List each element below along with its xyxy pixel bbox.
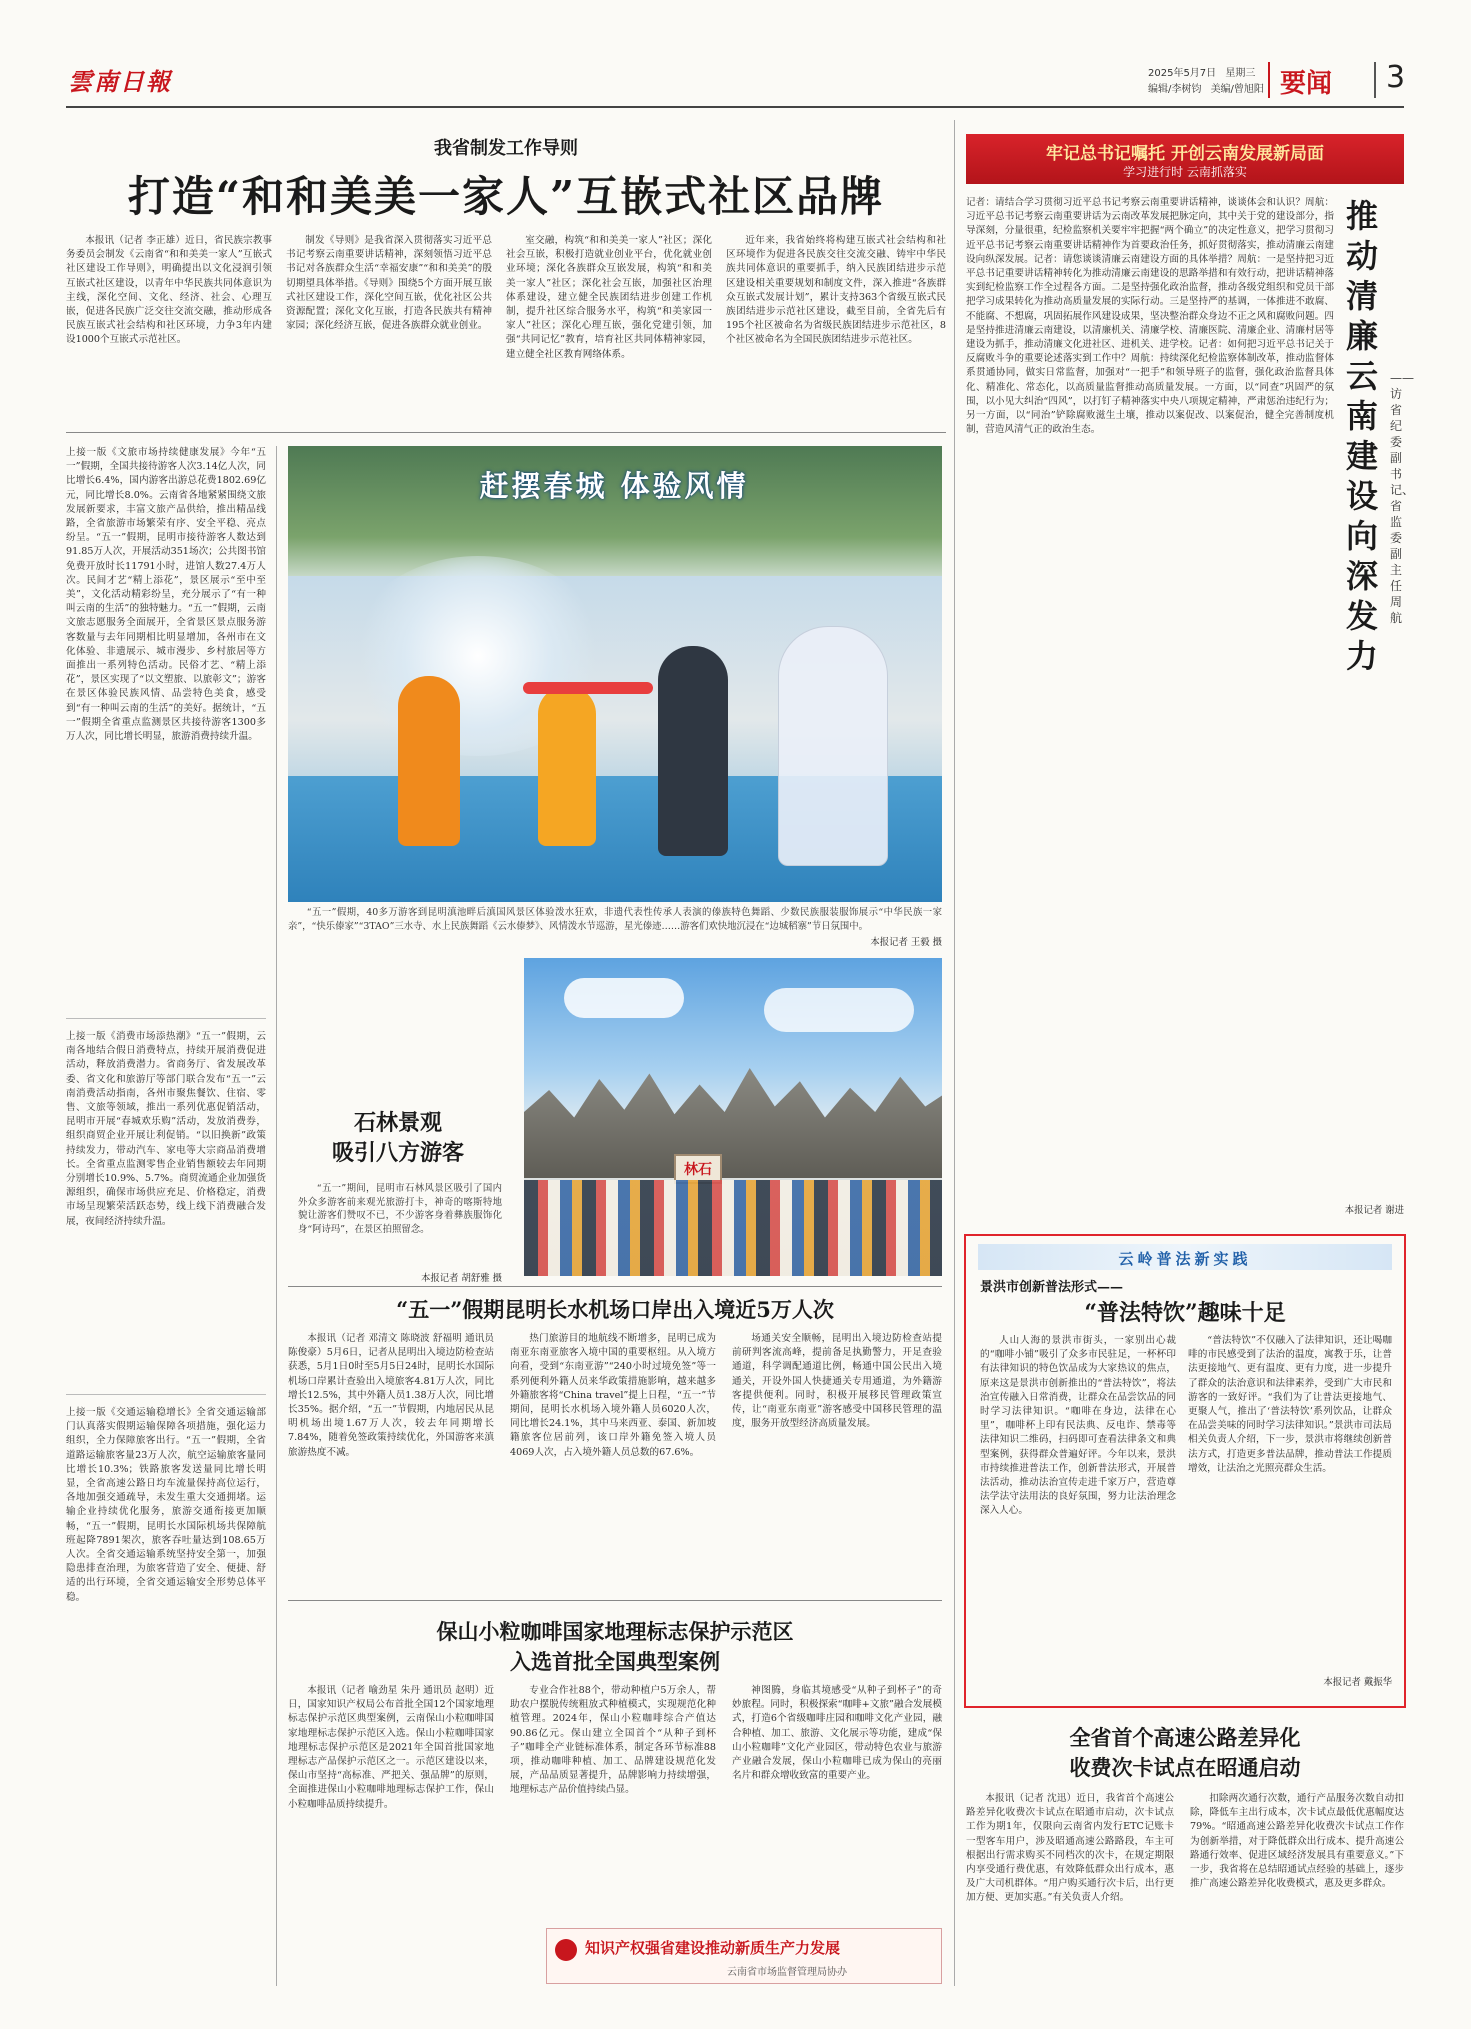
stone-forest-title-line2: 吸引八方游客 (331, 1140, 464, 1166)
pufa-column-label: 云岭普法新实践 (1118, 1250, 1252, 1268)
masthead-divider (1268, 62, 1270, 98)
stone-forest-credit: 本报记者 胡舒雅 摄 (421, 1273, 502, 1284)
left-rule-1 (66, 1018, 266, 1019)
page-divider (1374, 62, 1376, 98)
water-gun (523, 682, 653, 694)
water-festival-title: 赶摆春城 体验风情 (479, 469, 749, 503)
left-rule-2 (66, 1394, 266, 1395)
karst-rocks (524, 1068, 942, 1178)
lead-col-4: 近年来，我省始终将构建互嵌式社会结构和社区环境作为促进各民族交往交流交融、铸牢中华民族共同体意识的重要抓手，纳入民族团结进步示范区建设相关重要规划和制度文件，深入推进“各族群众互嵌式发展计划”，累计支持363个省级互嵌式民族团结进步示范社区建设，截至目前，全省先后有195个社区被命名为省级民族团结进步示范社区，8个社区被命名为全国民族团结进步示范社区。 (726, 235, 946, 346)
weekday-text: 星期三 (1225, 68, 1256, 79)
interview-credit: 本报记者 谢进 (1344, 1205, 1404, 1216)
photo-section-rule (288, 1286, 942, 1287)
stone-forest-title-line1: 石林景观 (353, 1110, 442, 1136)
adult-figure (658, 646, 728, 856)
coffee-col-1: 本报讯（记者 喻劲星 朱丹 通讯员 赵明）近日，国家知识产权局公布首批全国12个国家地理标志保护示范区典型案例，云南保山小粒咖啡国家地理标志保护示范区入选。保山小粒咖啡国家地理标志保护示范区是2021年全国首批国家地理标志产品保护示范区之一。示范区建设以来，保山市坚持“高标准、严把关、强品牌”的原则，全面推进保山小粒咖啡地理标志保护工作，保山小粒咖啡品质持续提升。 (288, 1685, 494, 1810)
airport-title: “五一”假期昆明长水机场口岸出入境近5万人次 (396, 1297, 834, 1322)
pufa-box (964, 1234, 1406, 1708)
child-figure-center (538, 686, 596, 846)
masthead-rule (66, 106, 1404, 108)
lead-bottom-rule (66, 432, 946, 433)
airport-bottom-rule (288, 1600, 942, 1601)
ip-banner-icon (555, 1939, 577, 1961)
ip-footer-banner (546, 1928, 942, 1984)
date-text: 2025年5月7日 (1148, 68, 1217, 79)
pufa-title: “普法特饮”趣味十足 (1084, 1300, 1286, 1326)
coffee-title-line2: 入选首批全国典型案例 (510, 1649, 720, 1674)
airport-col-3: 场通关安全顺畅，昆明出入境边防检查站提前研判客流高峰，提前备足执勤警力，开足查验通道，科学调配通道比例，畅通中国公民出入境通关，开设外国人快捷通关专用通道，为外籍游客提供便利。同时，积极开展移民管理政策宣传，让“南亚东南亚”游客感受中国移民管理的温度，服务开放型经济高质量发展。 (732, 1333, 942, 1430)
editor-credit (1148, 80, 1264, 95)
cloud-1 (564, 978, 684, 1018)
left-article-3: 上接一版《交通运输稳增长》全省交通运输部门认真落实假期运输保障各项措施，强化运力组织，全力保障旅客出行。“五一”假期，全省道路运输旅客量23万人次，航空运输旅客量同比增长10.3%；铁路旅客发送量同比增长明显，全省高速公路日均车流量保持高位运行，各地加强交通疏导，未发生重大交通拥堵。运输企业持续优化服务，旅游交通衔接更加顺畅，“五一”假期，昆明长水国际机场共保障航班起降7891架次，旅客吞吐量达到108.65万人次。全省交通运输系统坚持安全第一，加强隐患排查治理，为旅客营造了安全、便捷、舒适的出行环境，全省交通运输安全形势总体平稳。 (66, 1407, 266, 1603)
raincoat-figure (778, 626, 888, 866)
coffee-col-2: 专业合作社88个，带动种植户5万余人，帮助农户摆脱传统粗放式种植模式，实现规范化种植管理。2024年，保山小粒咖啡综合产值达90.86亿元。保山建立全国首个“从种子到杯子”咖啡全产业链标准体系，制定各环节标准88项，推动咖啡种植、加工、品牌建设规范化发展，产品品质显著提升，品牌影响力持续增强，地理标志产品价值持续凸显。 (510, 1685, 716, 1796)
coffee-col-3: 神图腾，身临其境感受“从种子到杯子”的奇妙旅程。同时，积极探索“咖啡+文旅”融合发展模式，打造6个省级咖啡庄园和咖啡文化产业园，融合种植、加工、旅游、文化展示等功能，建成“保山小粒咖啡”文化产业园区，带动特色农业与旅游产业融合发展，保山小粒咖啡已成为保山的亮丽名片和群众增收致富的重要产业。 (732, 1685, 942, 1782)
issue-date (1148, 64, 1255, 79)
airport-col-1: 本报讯（记者 邓清文 陈晓波 舒福明 通讯员 陈俊豪）5月6日，记者从昆明出入境边防检查站获悉，5月1日0时至5月5日24时，昆明长水国际机场口岸累计查验出入境旅客4.81万人次，同比增长12.5%，其中外籍人员1.38万人次，同比增长35%。据介绍，“五一”节假期，内地居民从昆明机场出境1.67万人次，较去年同期增长7.84%，随着免签政策持续优化，外国游客来滇旅游热度不减。 (288, 1333, 494, 1458)
left-article-2: 上接一版《消费市场添热潮》“五一”假期，云南各地结合假日消费特点，持续开展消费促进活动，释放消费潜力。省商务厅、省发展改革委、省文化和旅游厅等部门联合发布“五一”云南消费活动指南，各州市聚焦餐饮、住宿、零售、文旅等领域，推出一系列优惠促销活动，昆明市开展“春城欢乐购”活动，发放消费券，组织商贸企业开展让利促销。“以旧换新”政策持续发力，带动汽车、家电等大宗商品消费增长。全省重点监测零售企业销售额较去年同期分别增长10.9%、5.7%。商贸流通企业加强货源组织，确保市场供应充足、价格稳定，消费市场呈现繁荣活跃态势，线上线下消费融合发展，夜间经济持续升温。 (66, 1031, 266, 1227)
left-col-divider (276, 446, 277, 1986)
pufa-credit: 本报记者 戴振华 (1323, 1677, 1392, 1688)
interview-vertical-title: 推动清廉云南建设向深发力 (1346, 197, 1379, 675)
stone-forest-caption: “五一”期间，昆明市石林风景区吸引了国内外众多游客前来观光旅游打卡，神奇的喀斯特地貌让游客们赞叹不已，不少游客身着彝族服饰化身“阿诗玛”，在景区拍照留念。 (298, 1183, 502, 1235)
stone-sign-text: 林石 (684, 1162, 712, 1178)
pufa-kicker: 景洪市创新普法形式—— (980, 1280, 1124, 1295)
highway-col-1: 本报讯（记者 沈迅）近日，我省首个高速公路差异化收费次卡试点在昭通市启动，次卡试点工作为期1年，仅限向云南省内发行ETC记账卡一型客车用户，涉及昭通高速公路路段，车主可根据出行需求购买不同档次的次卡，在规定期限内享受通行费优惠，有效降低群众出行成本，惠及广大司机群体。“用户购买通行次卡后，出行更加方便、更加实惠。”有关负责人介绍。 (966, 1793, 1174, 1904)
interview-text: 记者：请结合学习贯彻习近平总书记考察云南重要讲话精神，谈谈体会和认识？周航：习近平总书记考察云南重要讲话为云南改革发展把脉定向，其中关于党的建设部分，指导深刻，分量很重，纪检监察机关要牢牢把握“两个确立”的决定性意义，把学习贯彻习近平总书记考察云南重要讲话精神作为首要政治任务，抓好贯彻落实，推动清廉云南建设向纵深发展。记者：请您谈谈清廉云南建设方面的具体举措？周航：一是坚持把习近平总书记重要讲话精神转化为推动清廉云南建设的思路举措和有效行动，把讲话精神落实到纪检监察工作全过程各方面。二是坚持强化政治监督，推动各级党组织和党员干部把学习成果转化为推动高质量发展的实际行动。三是坚持严的基调，一体推进不敢腐、不能腐、不想腐，巩固拓展作风建设成果，坚决整治群众身边不正之风和腐败问题。四是坚持推进清廉云南建设，以清廉机关、清廉学校、清廉医院、清廉企业、清廉村居等建设为抓手，推动清廉文化进社区、进机关、进学校。记者：如何把习近平总书记关于反腐败斗争的重要论述落实到工作中？周航：持续深化纪检监察体制改革，推动监督体系贯通协同，做实日常监督，加强对“一把手”和领导班子的监督，强化政治监督具体化、精准化、常态化，以高质量监督推动高质量发展。一方面，以“同查”巩固严的氛围，以小见大纠治“四风”，以打钉子精神落实中央八项规定精神，严肃惩治违纪行为；另一方面，以“同治”铲除腐败滋生土壤，推动以案促改、以案促治，健全完善制度机制，营造风清气正的政治生态。 (966, 197, 1334, 436)
lead-col-3: 室交融，构筑“和和美美一家人”社区；深化社会互嵌，积极打造就业创业平台，优化就业创业环境；深化各族群众互嵌发展，构筑“和和美美一家人”社区；深化社会互嵌，加强社区治理体系建设，建立健全民族团结进步创建工作机制，提升社区综合服务水平，构筑“和美家园一家人”社区；深化心理互嵌，强化党建引领，加强“共同记忆”教育，培育社区共同体精神家园，建立健全社区教育网络体系。 (506, 235, 712, 360)
cloud-2 (764, 988, 914, 1032)
banner-line2: 学习进行时 云南抓落实 (1123, 165, 1247, 179)
ip-banner-sub: 云南省市场监督管理局协办 (727, 1967, 847, 1978)
water-festival-credit: 本报记者 王毅 摄 (870, 937, 942, 948)
pufa-col-2: “普法特饮”不仅融入了法律知识，还让喝咖啡的市民感受到了法治的温度，寓教于乐，让普法更接地气、更有温度、更有力度，进一步提升了群众的法治意识和法律素养，受到广大市民和游客的一致好评。“我们为了让普法更接地气、更聚人气，推出了‘普法特饮’系列饮品，让群众在品尝美味的同时学习法律知识。”景洪市司法局相关负责人介绍，下一步，景洪市将继续创新普法方式，打造更多普法品牌，推动普法工作提质增效，让法治之光照亮群众生活。 (1188, 1335, 1392, 1474)
lead-col-1: 本报讯（记者 李正雄）近日，省民族宗教事务委员会制发《云南省“和和美美一家人”互嵌式社区建设工作导则》，明确提出以文化浸润引领互嵌式社区建设，以青年中华民族共同体意识为主线，深化空间、文化、经济、社会、心理互嵌，促进各民族广泛交往交流交融，推动形成各民族互嵌式社会结构和社区环境，力争3年内建设1000个互嵌式示范社区。 (66, 235, 272, 346)
theme-banner (966, 134, 1404, 184)
stone-forest-photo (524, 958, 942, 1276)
pufa-col-1: 人山人海的景洪市街头，一家别出心裁的“咖啡小铺”吸引了众多市民驻足，一杯杯印有法律知识的特色饮品成为大家热议的焦点，原来这是景洪市创新推出的“普法特饮”，将法治宣传融入日常消费，让群众在品尝饮品的同时学习法律知识。“咖啡在身边，法律在心里”，咖啡杯上印有民法典、反电诈、禁毒等法律知识二维码，扫码即可查看法律条文和典型案例，获得群众普遍好评。今年以来，景洪市持续推进普法工作，创新普法形式，开展普法活动，推动法治宣传走进千家万户，营造尊法学法守法用法的良好氛围，努力让法治理念深入人心。 (980, 1335, 1176, 1517)
child-figure-left (398, 676, 460, 846)
masthead (0, 0, 1471, 110)
designer-text: 美编/曾旭阳 (1210, 84, 1264, 95)
left-article-1: 上接一版《文旅市场持续健康发展》今年“五一”假期，全国共接待游客人次3.14亿人次，同比增长6.4%，国内游客出游总花费1802.69亿元，同比增长8.0%。云南省各地紧紧围绕文旅发展新要求，丰富文旅产品供给，推出精品线路，全省旅游市场繁荣有序、安全平稳、亮点纷呈。“五一”假期，昆明市接待游客人数达到91.85万人次，开展活动351场次；公共图书馆免费开放时长11791小时，进馆人数27.4万人次。民间才艺“精上添花”，景区展示“至中至美”，文化活动精彩纷呈，充分展示了“有一种叫云南的生活”的独特魅力。“五一”假期，云南文旅志愿服务全面展开，全省景区景点服务游客数量与去年同期相比明显增加，各州市在文化体验、非遗展示、城市漫步、乡村旅居等方面推出一系列特色活动。民俗才艺、“精上添花”，景区实现了“以文塑旅、以旅彰文”；游客在景区体验民族风情、品尝特色美食，感受到“有一种叫云南的生活”的美好。据统计，“五一”假期全省重点监测景区共接待游客1300多万人次，同比增长明显，旅游消费持续升温。 (66, 447, 266, 743)
lead-kicker: 我省制发工作导则 (434, 138, 578, 159)
highway-title-line2: 收费次卡试点在昭通启动 (1069, 1755, 1301, 1780)
water-festival-photo (288, 446, 942, 902)
highway-col-2: 扣除两次通行次数，通行产品服务次数自动扣除，降低车主出行成本，次卡试点最低优惠幅度达79%。“昭通高速公路差异化收费次卡试点工作作为创新举措，对于降低群众出行成本、提升高速公路通行效率、促进区域经济发展具有重要意义。”下一步，我省将在总结昭通试点经验的基础上，逐步推广高速公路差异化收费模式，惠及更多群众。 (1190, 1793, 1404, 1890)
page-number: 3 (1386, 60, 1406, 95)
interview-vertical-sub: ——访省纪委副书记、省监委副主任周航 (1390, 371, 1415, 625)
main-col-divider (954, 120, 955, 1986)
coffee-title-line1: 保山小粒咖啡国家地理标志保护示范区 (436, 1619, 794, 1644)
editor-text: 编辑/李树钧 (1148, 84, 1202, 95)
water-festival-caption: “五一”假期，40多万游客到昆明滇池畔后滇国风景区体验泼水狂欢，非遗代表性传承人表演的傣族特色舞蹈、少数民族服装服饰展示“中华民族一家亲”，“快乐傣家”“3TAO”三水寺、水上民族舞蹈《云水傣梦》、风情泼水节巡游，星光傣迹……游客们欢快地沉浸在“边城稻寨”节日氛围中。 (288, 907, 942, 932)
crowd (524, 1180, 942, 1276)
airport-col-2: 热门旅游目的地航线不断增多，昆明已成为南亚东南亚旅客入境中国的重要枢纽。从入境方向看，受到“东南亚游”“240小时过境免签”等一系列便利外籍人员来华政策措施影响，越来越多外籍旅客将“China travel”提上日程，“五一”节期间，昆明长水机场入境外籍人员6020人次，同比增长24.1%，其中马来西亚、泰国、新加坡籍旅客位居前列，该口岸外籍免签入境人员4069人次，占入境外籍人员总数的67.6%。 (510, 1333, 716, 1458)
highway-title-line1: 全省首个高速公路差异化 (1069, 1725, 1301, 1750)
lead-title: 打造“和和美美一家人”互嵌式社区品牌 (127, 172, 885, 221)
lead-col-2: 制发《导则》是我省深入贯彻落实习近平总书记考察云南重要讲话精神，深刻领悟习近平总书记对各族群众生活“幸福安康”“和和美美”的殷切期望具体举措。《导则》围绕5个方面开展互嵌式社区建设工作，深化空间互嵌，优化社区公共资源配置；深化文化互嵌，打造各民族共有精神家园；深化经济互嵌，促进各族群众就业创业。 (286, 235, 492, 332)
ip-banner-text: 知识产权强省建设推动新质生产力发展 (585, 1939, 841, 1957)
banner-line1: 牢记总书记嘱托 开创云南发展新局面 (1046, 144, 1324, 164)
newspaper-logo: 雲南日報 (68, 67, 172, 96)
section-name: 要闻 (1280, 69, 1333, 99)
pufa-column-header (978, 1244, 1392, 1270)
